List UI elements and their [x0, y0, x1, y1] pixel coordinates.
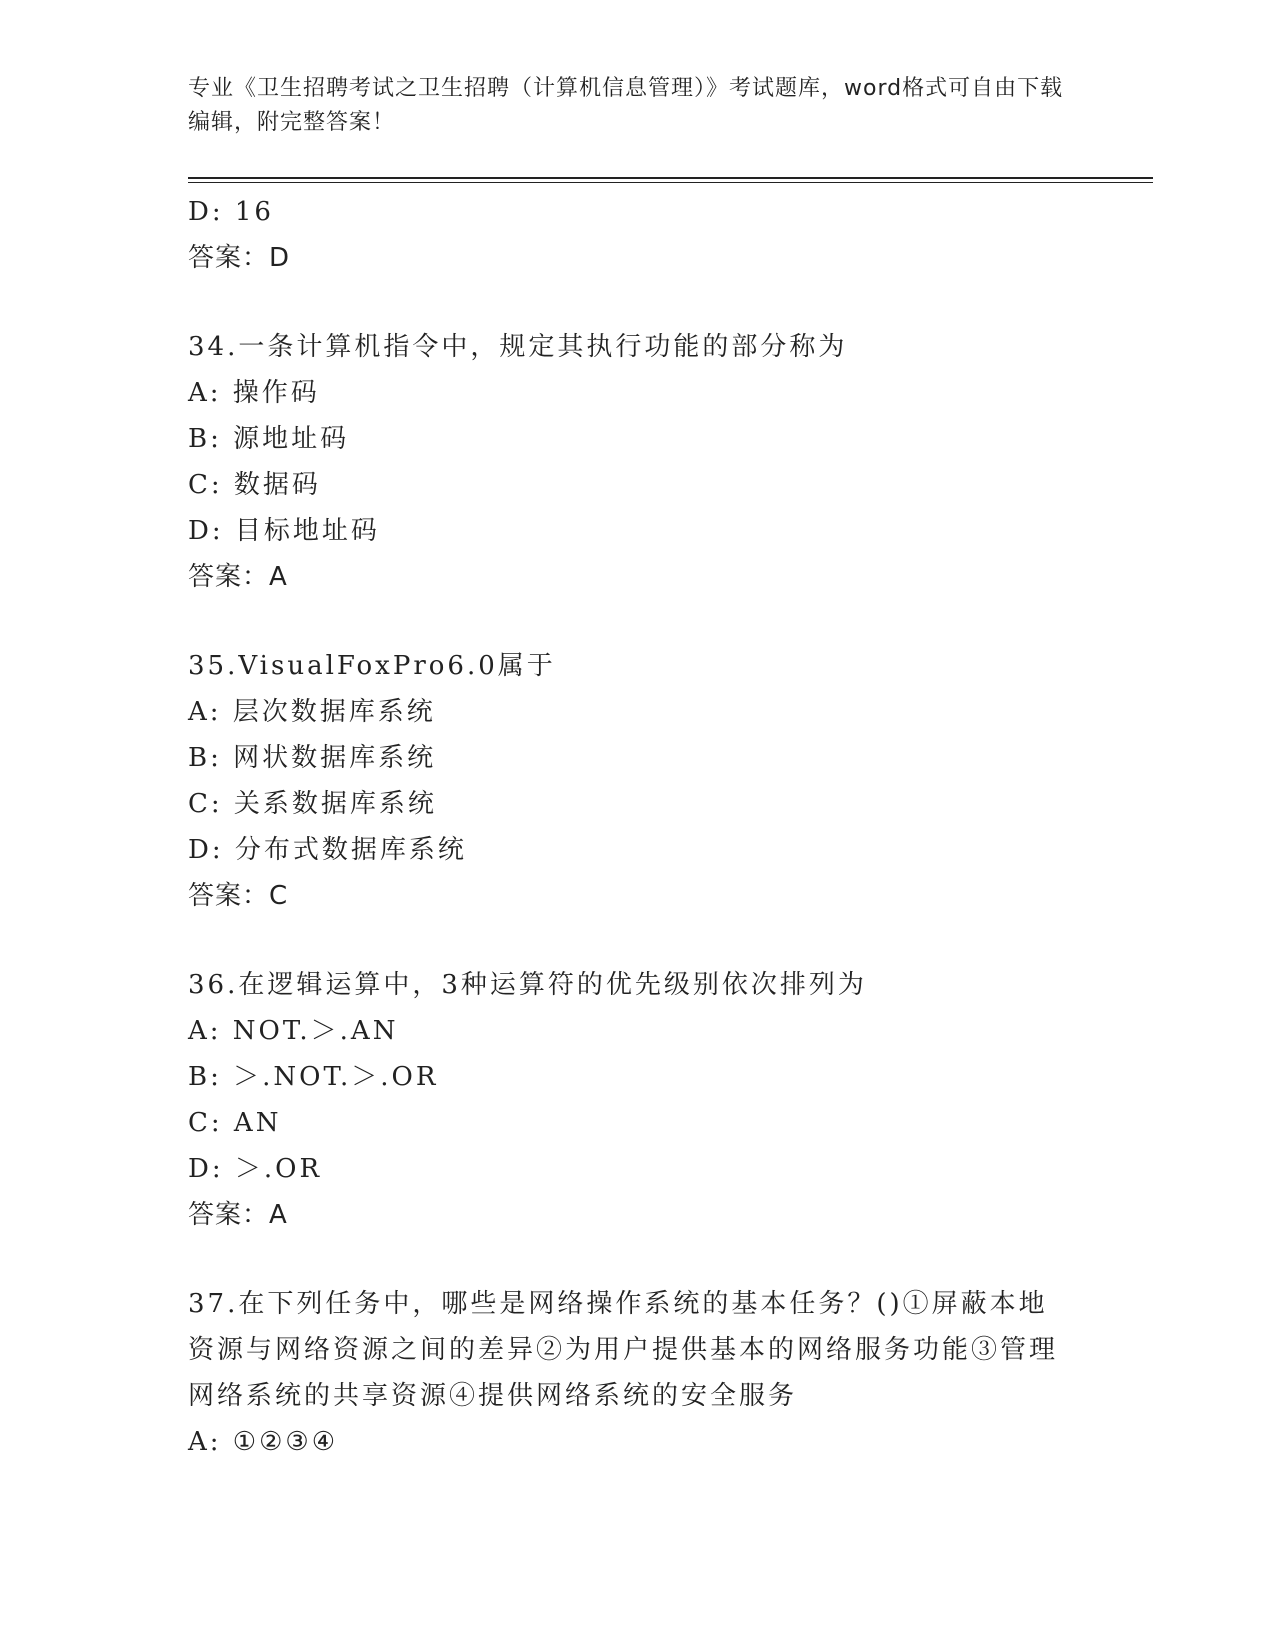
answer-line: 答案：A: [188, 562, 288, 592]
option-c: C: 数据码: [188, 470, 321, 500]
spacer: [188, 281, 1088, 324]
spacer: [188, 919, 1088, 962]
question-content: [188, 189, 1088, 1465]
option-a: A: ①②③④: [188, 1427, 339, 1457]
question-stem: 35.VisualFoxPro6.0属于: [188, 651, 556, 681]
answer-line: 答案：A: [188, 1200, 288, 1230]
option-d: D: ＞.OR: [188, 1154, 323, 1184]
option-d: D: 分布式数据库系统: [188, 835, 467, 865]
option-d: D: 目标地址码: [188, 516, 380, 546]
answer-line: 答案：C: [188, 881, 289, 911]
option-d: D: 16: [188, 197, 274, 227]
option-a: A: NOT.＞.AN: [188, 1016, 399, 1046]
answer-line: 答案：D: [188, 243, 291, 273]
option-c: C: 关系数据库系统: [188, 789, 437, 819]
question-stem: 37.在下列任务中，哪些是网络操作系统的基本任务？()①屏蔽本地资源与网络资源之间的差异②为用户提供基本的网络服务功能③管理网络系统的共享资源④提供网络系统的安全服务: [188, 1289, 1059, 1411]
option-b: B: 源地址码: [188, 424, 350, 454]
question-stem: 34.一条计算机指令中，规定其执行功能的部分称为: [188, 332, 848, 362]
option-c: C: AN: [188, 1108, 282, 1138]
option-b: B: ＞.NOT.＞.OR: [188, 1062, 439, 1092]
option-a: A: 操作码: [188, 378, 320, 408]
question-stem: 36.在逻辑运算中，3种运算符的优先级别依次排列为: [188, 970, 867, 1000]
option-b: B: 网状数据库系统: [188, 743, 437, 773]
spacer: [188, 1238, 1088, 1281]
header-rule-thin: [188, 182, 1153, 183]
spacer: [188, 600, 1088, 643]
header-rule-thick: [188, 177, 1153, 179]
option-a: A: 层次数据库系统: [188, 697, 436, 727]
page-header: 专业《卫生招聘考试之卫生招聘（计算机信息管理）》考试题库，word格式可自由下载编辑，附完整答案！: [188, 76, 1064, 135]
